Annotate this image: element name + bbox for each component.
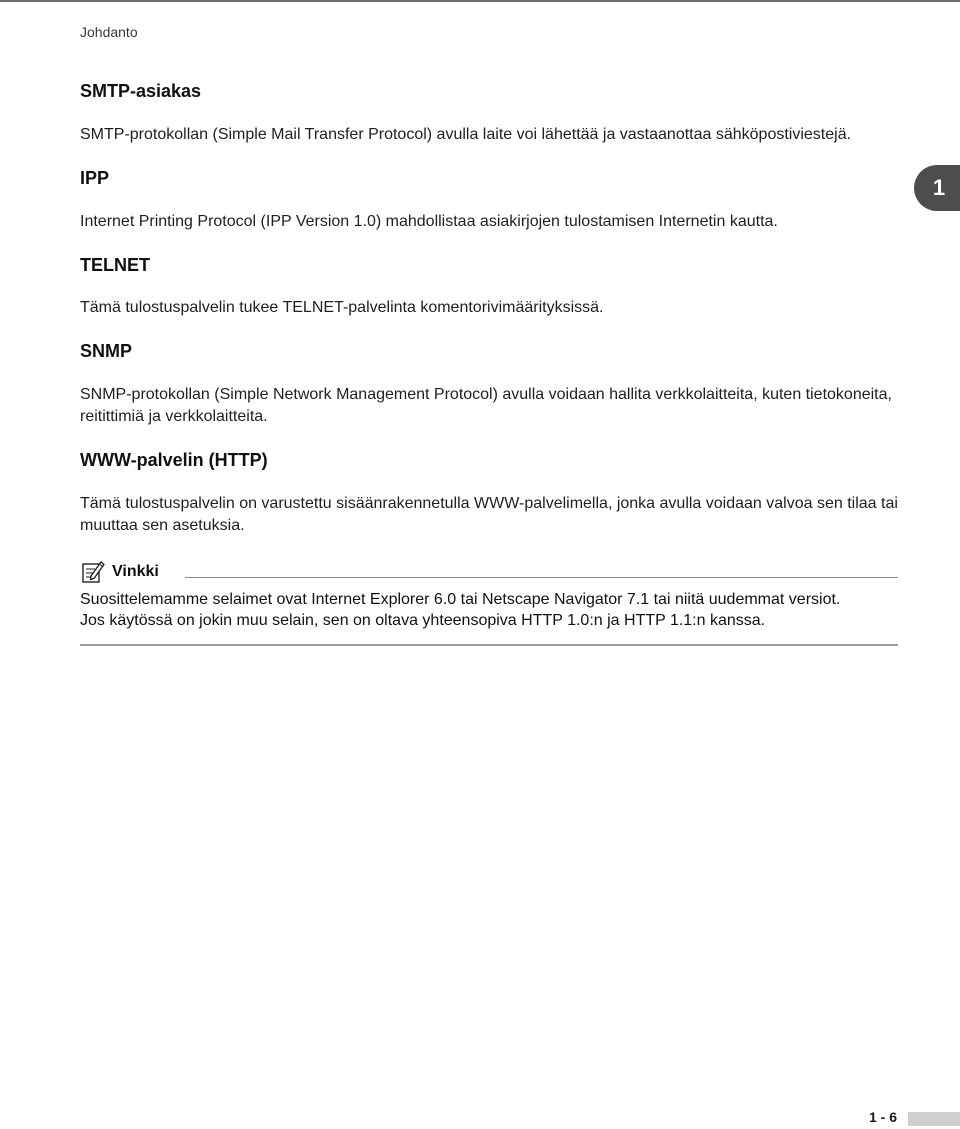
section-body: Tämä tulostuspalvelin tukee TELNET-palvelinta komentorivimäärityksissä.	[80, 299, 604, 316]
section-body: Internet Printing Protocol (IPP Version 1.0) mahdollistaa asiakirjojen tulostamisen Internetin kautta.	[80, 213, 778, 230]
note-pencil-icon	[80, 559, 106, 585]
section-heading: SNMP	[80, 341, 133, 361]
chapter-tab: 1	[914, 165, 960, 211]
section-smtp-client	[80, 80, 900, 146]
page-content	[80, 80, 900, 646]
section-heading: WWW-palvelin (HTTP)	[80, 450, 268, 470]
top-rule	[0, 0, 960, 2]
note-header	[80, 559, 898, 585]
page-number: 1 - 6	[868, 1109, 897, 1125]
section-body: SMTP-protokollan (Simple Mail Transfer Protocol) avulla laite voi lähettää ja vastaanottaa sähköpostiviestejä.	[80, 126, 852, 143]
note-body	[80, 589, 898, 631]
note-box	[80, 559, 898, 646]
section-heading: IPP	[80, 168, 110, 188]
section-heading: SMTP-asiakas	[80, 81, 202, 101]
section-body: SNMP-protokollan (Simple Network Management Protocol) avulla voidaan hallita verkkolaitteita, kuten tietokoneita, reitittimiä ja verkkolaitteita.	[80, 386, 892, 425]
note-divider	[185, 577, 898, 578]
section-heading: TELNET	[80, 255, 150, 275]
section-www-server	[80, 449, 900, 537]
note-bottom-rule	[80, 644, 898, 646]
running-header: Johdanto	[80, 24, 138, 40]
page-number-bar	[908, 1112, 960, 1126]
note-line-2: Jos käytössä on jokin muu selain, sen on oltava yhteensopiva HTTP 1.0:n ja HTTP 1.1:n kanssa.	[80, 612, 766, 629]
section-telnet	[80, 254, 900, 319]
note-label: Vinkki	[112, 563, 159, 580]
section-snmp	[80, 340, 900, 428]
section-ipp	[80, 167, 900, 233]
note-line-1: Suosittelemamme selaimet ovat Internet Explorer 6.0 tai Netscape Navigator 7.1 tai niitä uudemmat versiot.	[80, 591, 841, 608]
section-body: Tämä tulostuspalvelin on varustettu sisäänrakennetulla WWW-palvelimella, jonka avulla voidaan valvoa sen tilaa tai muuttaa sen asetuksia.	[80, 495, 898, 534]
